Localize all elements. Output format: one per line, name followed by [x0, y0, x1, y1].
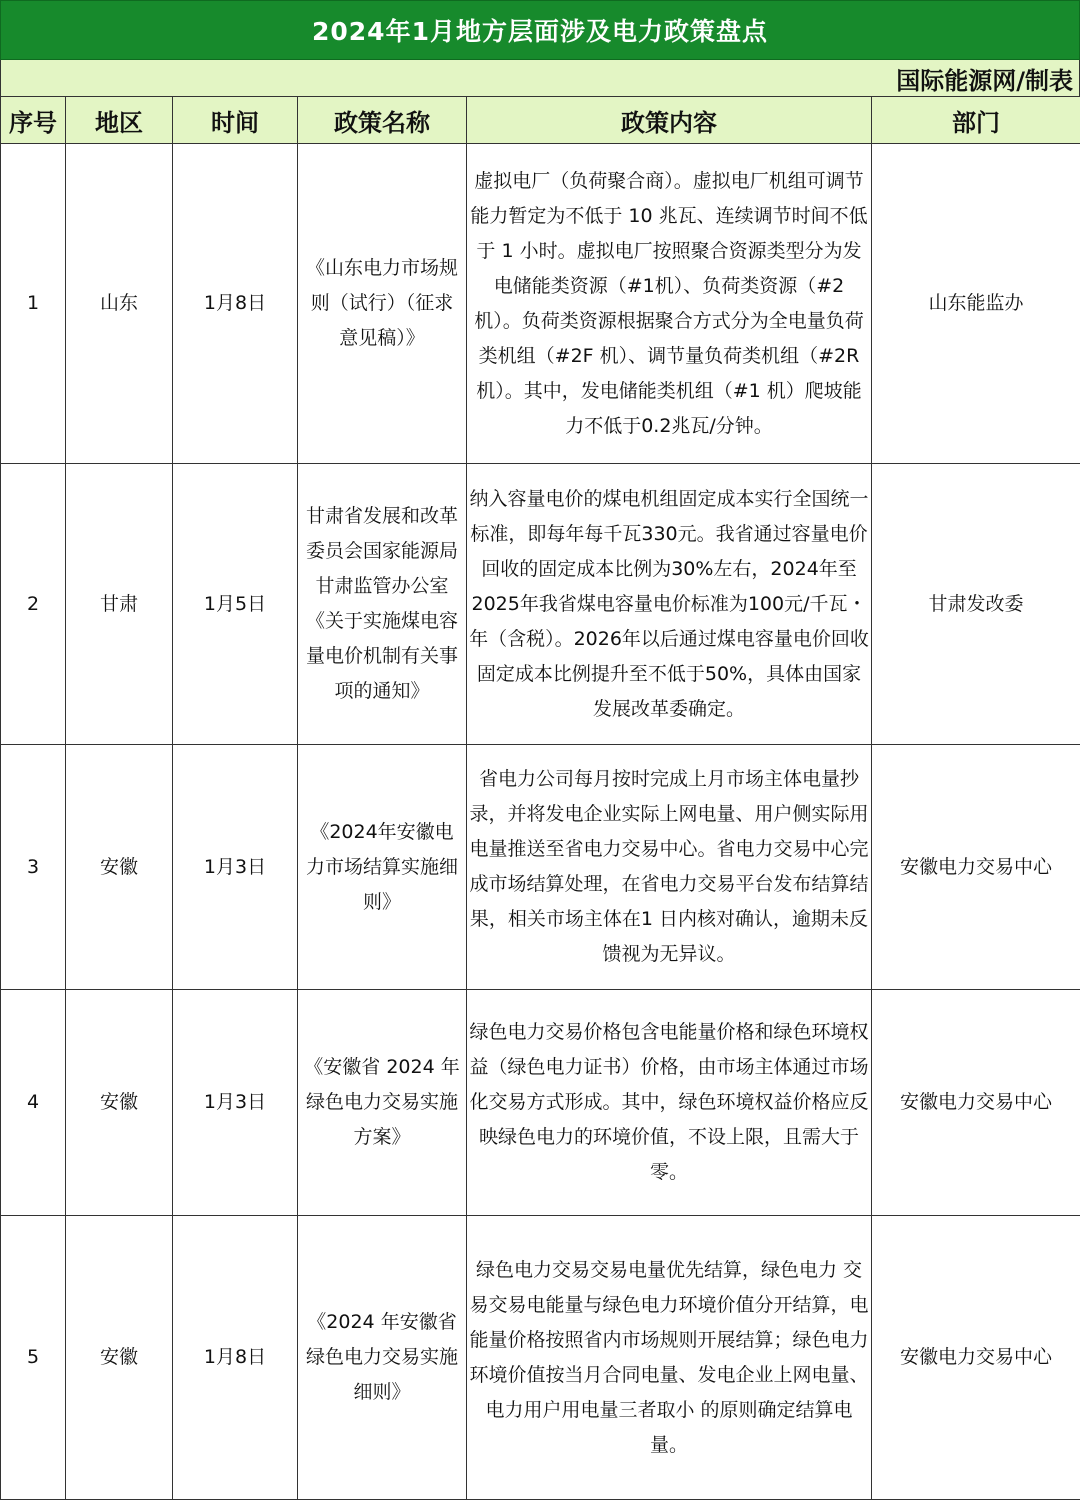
table-row [1, 144, 1080, 464]
cell-content: 纳入容量电价的煤电机组固定成本实行全国统一标准，即每年每千瓦330元。我省通过容量电价回收的固定成本比例为30%左右，2024年至2025年我省煤电容量电价标准为100元/千瓦・年（含税）。2026年以后通过煤电容量电价回收固定成本比例提升至不低于50%，具体由国家发展改革委确定。 [467, 464, 872, 745]
cell-content: 省电力公司每月按时完成上月市场主体电量抄录，并将发电企业实际上网电量、用户侧实际用电量推送至省电力交易中心。省电力交易中心完成市场结算处理，在省电力交易平台发布结算结果，相关市场主体在1 日内核对确认，逾期未反馈视为无异议。 [467, 745, 872, 990]
cell-date: 1月8日 [173, 144, 298, 464]
header-region: 地区 [66, 97, 173, 144]
cell-department: 安徽电力交易中心 [872, 990, 1080, 1216]
header-date: 时间 [173, 97, 298, 144]
cell-content: 虚拟电厂（负荷聚合商）。虚拟电厂机组可调节能力暂定为不低于 10 兆瓦、连续调节时间不低于 1 小时。虚拟电厂按照聚合资源类型分为发电储能类资源（#1机）、负荷类资源（#2 机）。负荷类资源根据聚合方式分为全电量负荷类机组（#2F 机）、调节量负荷类机组（#2R机）。其中，发电储能类机组（#1 机）爬坡能力不低于0.2兆瓦/分钟。 [467, 144, 872, 464]
cell-region: 安徽 [66, 990, 173, 1216]
header-content: 政策内容 [467, 97, 872, 144]
cell-policy: 《2024 年安徽省绿色电力交易实施细则》 [298, 1216, 467, 1500]
table-credit [0, 60, 1080, 96]
cell-department: 山东能监办 [872, 144, 1080, 464]
header-no: 序号 [1, 97, 66, 144]
table-row [1, 990, 1080, 1216]
cell-no: 3 [1, 745, 66, 990]
table-row [1, 1216, 1080, 1500]
header-department: 部门 [872, 97, 1080, 144]
cell-policy: 《2024年安徽电力市场结算实施细则》 [298, 745, 467, 990]
cell-region: 安徽 [66, 745, 173, 990]
cell-content: 绿色电力交易交易电量优先结算，绿色电力 交易交易电能量与绿色电力环境价值分开结算，电能量价格按照省内市场规则开展结算；绿色电力环境价值按当月合同电量、发电企业上网电量、电力用户用电量三者取小 的原则确定结算电量。 [467, 1216, 872, 1500]
cell-no: 1 [1, 144, 66, 464]
cell-policy: 甘肃省发展和改革委员会国家能源局甘肃监管办公室《关于实施煤电容量电价机制有关事项的通知》 [298, 464, 467, 745]
header-policy: 政策名称 [298, 97, 467, 144]
cell-policy: 《安徽省 2024 年绿色电力交易实施方案》 [298, 990, 467, 1216]
cell-date: 1月5日 [173, 464, 298, 745]
cell-policy: 《山东电力市场规则（试行）（征求意见稿）》 [298, 144, 467, 464]
cell-region: 山东 [66, 144, 173, 464]
cell-date: 1月3日 [173, 990, 298, 1216]
table-row [1, 464, 1080, 745]
table-title: 2024年1月地方层面涉及电力政策盘点 [0, 0, 1080, 60]
cell-no: 2 [1, 464, 66, 745]
cell-date: 1月8日 [173, 1216, 298, 1500]
cell-no: 5 [1, 1216, 66, 1500]
cell-region: 甘肃 [66, 464, 173, 745]
cell-department: 甘肃发改委 [872, 464, 1080, 745]
cell-date: 1月3日 [173, 745, 298, 990]
cell-no: 4 [1, 990, 66, 1216]
header-row [1, 97, 1080, 144]
table-row [1, 745, 1080, 990]
credit-text: 国际能源网/制表 [896, 61, 1073, 96]
cell-region: 安徽 [66, 1216, 173, 1500]
cell-department: 安徽电力交易中心 [872, 745, 1080, 990]
cell-department: 安徽电力交易中心 [872, 1216, 1080, 1500]
policy-table [0, 96, 1080, 1500]
cell-content: 绿色电力交易价格包含电能量价格和绿色环境权益（绿色电力证书）价格，由市场主体通过市场化交易方式形成。其中，绿色环境权益价格应反映绿色电力的环境价值，不设上限，且需大于零。 [467, 990, 872, 1216]
